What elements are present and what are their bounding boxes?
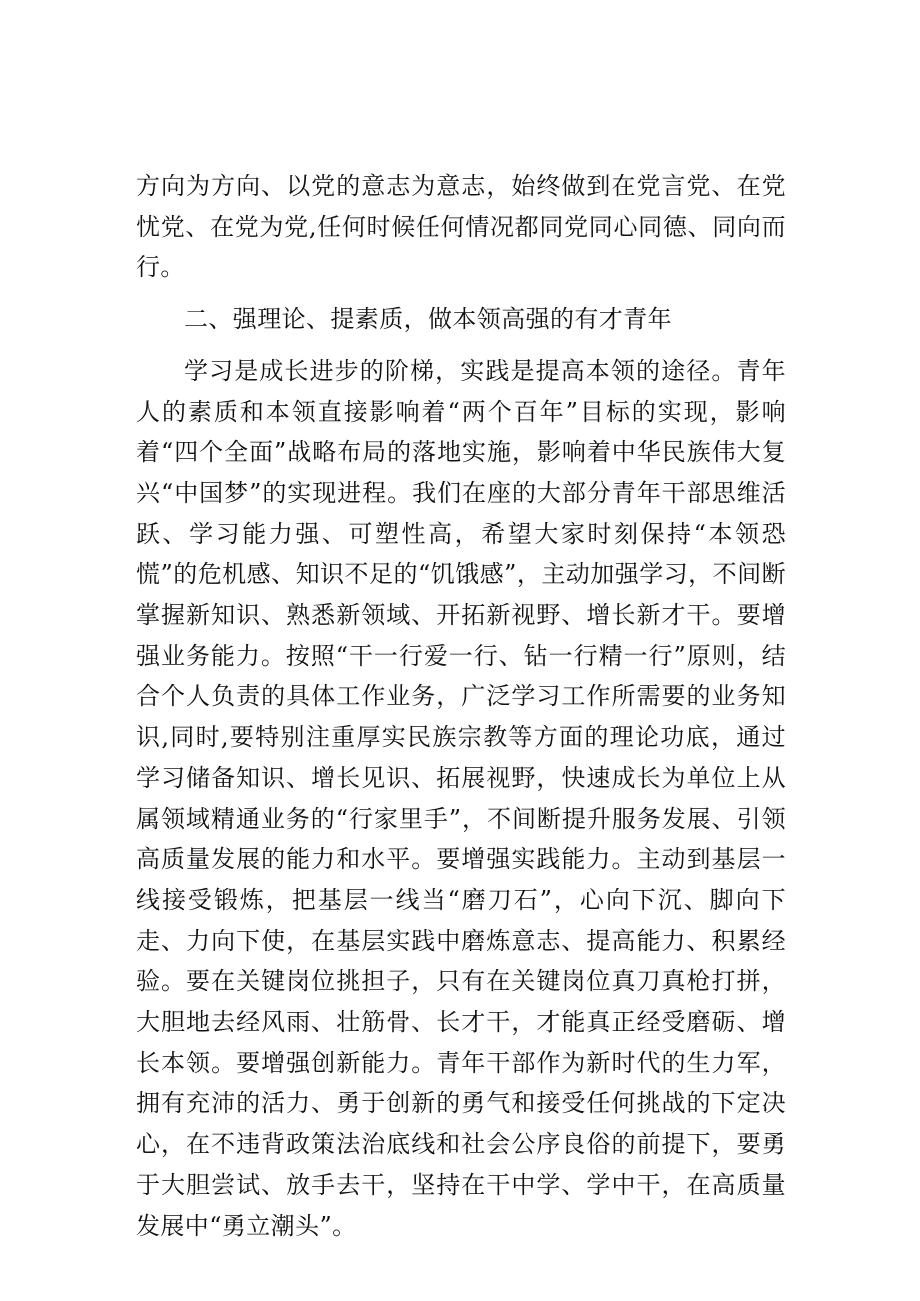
paragraph-body: 学习是成长进步的阶梯，实践是提高本领的途径。青年人的素质和本领直接影响着“两个百年”目标的实现，影响着“四个全面”战略布局的落地实施，影响着中华民族伟大复兴“中国梦”的实现进程。我们在座的大部分青年干部思维活跃、学习能力强、可塑性高，希望大家时刻保持“本领恐慌”的危机感、知识不足的“饥饿感”，主动加强学习，不间断掌握新知识、熟悉新领域、开拓新视野、增长新才干。要增强业务能力。按照“干一行爱一行、钻一行精一行”原则，结合个人负责的具体工作业务，广泛学习工作所需要的业务知识,同时,要特别注重厚实民族宗教等方面的理论功底，通过学习储备知识、增长见识、拓展视野，快速成长为单位上从属领域精通业务的“行家里手”，不间断提升服务发展、引领高质量发展的能力和水平。要增强实践能力。主动到基层一线接受锻炼，把基层一线当“磨刀石”，心向下沉、脚向下走、力向下使，在基层实践中磨炼意志、提高能力、积累经验。要在关键岗位挑担子，只有在关键岗位真刀真枪打拼，大胆地去经风雨、壮筋骨、长才干，才能真正经受磨砺、增长本领。要增强创新能力。青年干部作为新时代的生力军，拥有充沛的活力、勇于创新的勇气和接受任何挑战的下定决心，在不违背政策法治底线和社会公序良俗的前提下，要勇于大胆尝试、放手去干，坚持在干中学、学中干，在高质量发展中“勇立潮头”。 bbox=[136, 356, 786, 1240]
section-heading: 二、强理论、提素质，做本领高强的有才青年 bbox=[184, 305, 672, 334]
paragraph-continued: 方向为方向、以党的意志为意志，始终做到在党言党、在党忧党、在党为党,任何时候任何情况都同党同心同德、同向而行。 bbox=[136, 172, 786, 282]
document-body bbox=[136, 166, 786, 1246]
